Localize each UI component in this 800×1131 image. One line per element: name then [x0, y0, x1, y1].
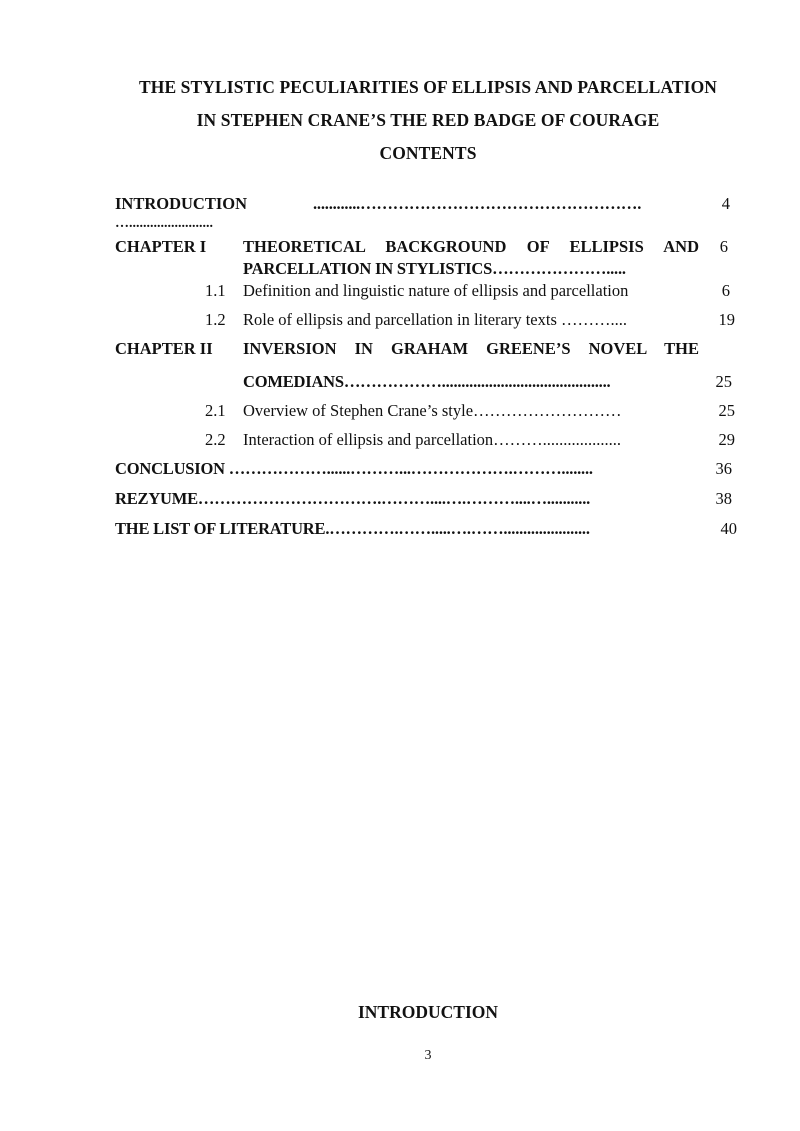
toc-section-2-1-number: 2.1 — [205, 401, 226, 420]
toc-section-2-1-page: 25 — [718, 401, 735, 420]
toc-chapter2-label: CHAPTER II — [115, 339, 213, 358]
toc-section-2-1-title: Overview of Stephen Crane’s style……………………… — [243, 401, 622, 420]
toc-chapter2-title-line-1: INVERSION IN GRAHAM GREENE’S NOVEL THE — [243, 339, 699, 358]
toc-introduction-label: INTRODUCTION — [115, 194, 248, 213]
toc-chapter1-page: 6 — [719, 237, 728, 256]
toc-chapter2-title-line-2: COMEDIANS………………........................................... — [243, 372, 611, 391]
page-number: 3 — [424, 1048, 432, 1063]
toc-section-2-2-number: 2.2 — [205, 430, 226, 449]
toc-section-1-1-number: 1.1 — [205, 281, 226, 300]
document-title-line-2: IN STEPHEN CRANE’S THE RED BADGE OF COURAGE — [196, 110, 660, 130]
toc-conclusion-page: 36 — [715, 459, 732, 478]
toc-conclusion: CONCLUSION ………………......………...……………….………........ — [115, 459, 593, 478]
toc-section-1-2-number: 1.2 — [205, 310, 226, 329]
toc-rezyume: REZYUME…………………………….………....….………....…........... — [115, 489, 591, 508]
toc-introduction-page: 4 — [721, 194, 730, 213]
contents-heading: CONTENTS — [379, 143, 477, 163]
toc-section-1-1-title: Definition and linguistic nature of ellipsis and parcellation — [243, 281, 629, 300]
toc-chapter1-title-line-1: THEORETICAL BACKGROUND OF ELLIPSIS AND — [243, 237, 699, 256]
introduction-heading: INTRODUCTION — [357, 1002, 499, 1022]
toc-section-2-2-page: 29 — [718, 430, 735, 449]
toc-section-2-2-title: Interaction of ellipsis and parcellation………................... — [243, 430, 622, 449]
toc-section-1-2-page: 19 — [718, 310, 735, 329]
toc-introduction-leader: ............……………………………………………. — [313, 194, 642, 213]
toc-section-1-1-page: 6 — [721, 281, 730, 300]
toc-chapter2-page: 25 — [715, 372, 732, 391]
toc-list-of-literature-page: 40 — [720, 519, 737, 538]
toc-section-1-2-title: Role of ellipsis and parcellation in literary texts ……….... — [243, 310, 627, 329]
toc-chapter1-label: CHAPTER I — [115, 237, 207, 256]
toc-chapter1-title-line-2: PARCELLATION IN STYLISTICS…………………..... — [243, 259, 626, 278]
toc-introduction-leader-cont: …........................ — [115, 216, 213, 231]
toc-rezyume-page: 38 — [715, 489, 732, 508]
document-title-line-1: THE STYLISTIC PECULIARITIES OF ELLIPSIS AND PARCELLATION — [138, 77, 718, 97]
toc-list-of-literature: THE LIST OF LITERATURE.………….…….....….……...................... — [115, 519, 590, 538]
